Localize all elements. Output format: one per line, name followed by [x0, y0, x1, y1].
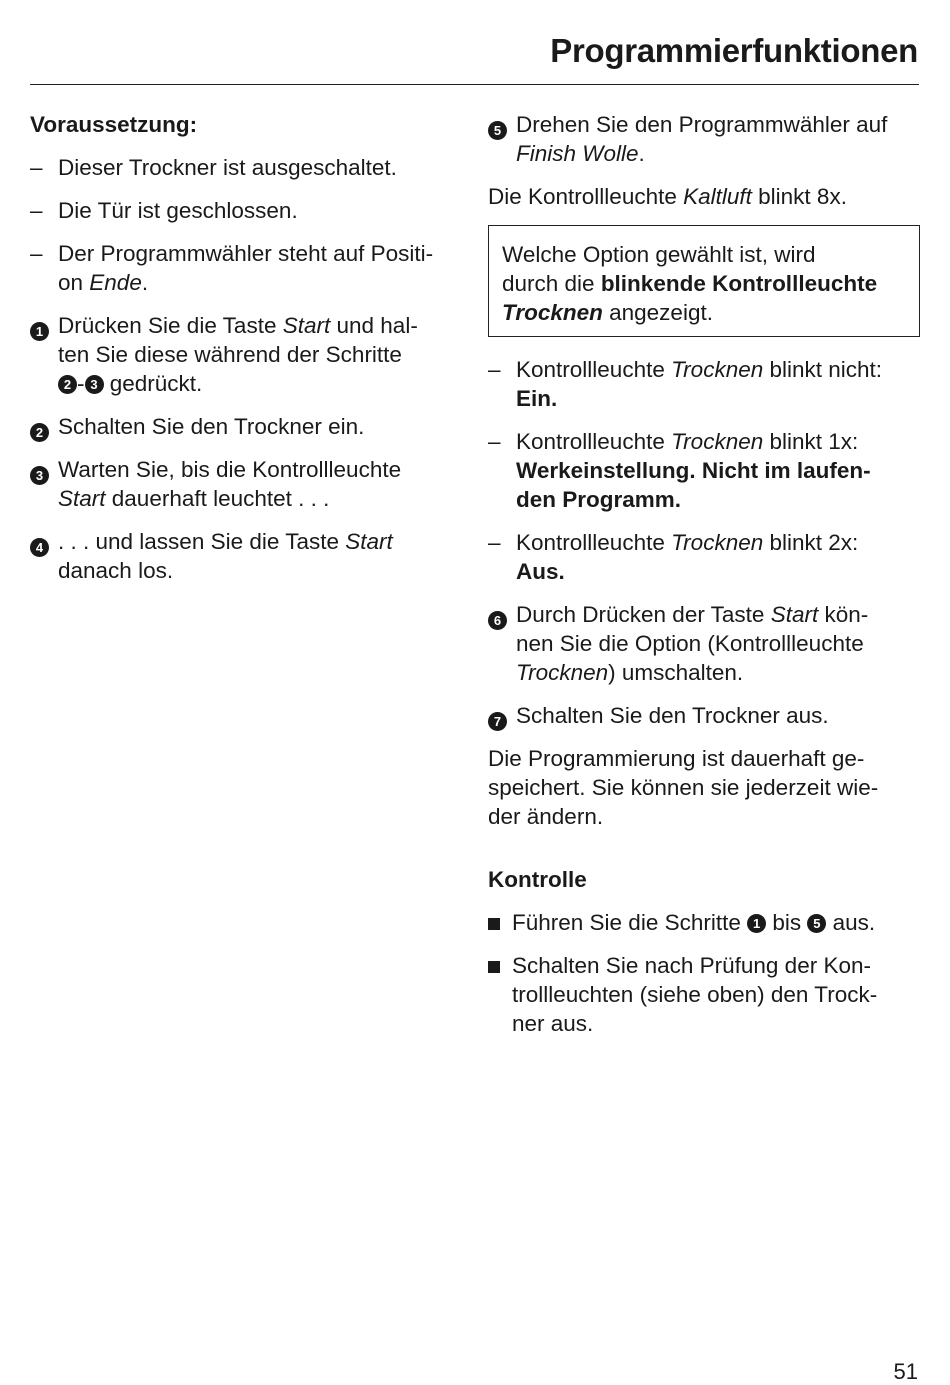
step-text: dauerhaft leuchtet . . .: [105, 486, 330, 511]
checklist-text: bis: [766, 910, 808, 935]
list-item: [30, 196, 462, 225]
step-number-icon: 7: [488, 712, 507, 731]
step-6: [488, 600, 920, 687]
step-number-icon: 3: [30, 466, 49, 485]
step-number-icon: 5: [488, 121, 507, 140]
italic-term: Start: [770, 602, 819, 627]
step-number-icon: 6: [488, 611, 507, 630]
checklist-item: [488, 951, 920, 1038]
italic-term: Trocknen: [671, 357, 764, 382]
step-text: .: [638, 141, 645, 166]
item-text: Der Programmwähler steht auf Positi-: [58, 241, 434, 266]
step-number-icon: 3: [85, 375, 104, 394]
step-text: kön-: [818, 602, 869, 627]
italic-term: Finish Wolle: [516, 141, 639, 166]
checklist-text: aus.: [826, 910, 876, 935]
option-text: blinkt 2x:: [763, 530, 859, 555]
italic-term: Kaltluft: [683, 184, 752, 209]
checklist-text: trollleuchten (siehe oben) den Trock-: [512, 982, 878, 1007]
checklist-text: Führen Sie die Schritte: [512, 910, 748, 935]
item-text: Die Tür ist geschlossen.: [58, 198, 298, 223]
step-text: Schalten Sie den Trockner ein.: [58, 414, 365, 439]
step-text: danach los.: [58, 558, 174, 583]
item-text: on: [58, 270, 90, 295]
step-number-icon: 4: [30, 538, 49, 557]
item-text: .: [141, 270, 149, 295]
step-text: Drehen Sie den Programmwähler auf: [516, 112, 888, 137]
option-text: Kontrollleuchte: [516, 429, 672, 454]
paragraph-kaltluft: [488, 182, 920, 211]
para-text: der ändern.: [488, 804, 604, 829]
list-item: [30, 239, 462, 297]
step-4: [30, 527, 462, 585]
step-text: ten Sie diese während der Schritte: [58, 342, 402, 367]
step-range-separator: -: [77, 371, 85, 396]
para-text: Die Programmierung ist dauerhaft ge-: [488, 746, 865, 771]
option-item: [488, 528, 920, 586]
step-7: [488, 701, 920, 730]
option-text: blinkt 1x:: [763, 429, 859, 454]
item-text: Dieser Trockner ist ausgeschaltet.: [58, 155, 397, 180]
option-value: den Programm.: [516, 487, 682, 512]
step-text: . . . und lassen Sie die Taste: [58, 529, 346, 554]
step-text: und hal-: [330, 313, 418, 338]
step-number-icon: 5: [807, 914, 826, 933]
square-bullet-icon: [488, 918, 500, 930]
square-bullet-icon: [488, 961, 500, 973]
italic-term: Ende: [89, 270, 142, 295]
step-text: Durch Drücken der Taste: [516, 602, 771, 627]
option-item: [488, 427, 920, 514]
step-text: gedrückt.: [103, 371, 203, 396]
dash-bullet: –: [30, 198, 43, 223]
para-text: Die Kontrollleuchte: [488, 184, 684, 209]
note-text: Welche Option gewählt ist, wird: [502, 242, 816, 267]
step-number-icon: 2: [30, 423, 49, 442]
title-rule: [30, 84, 919, 85]
section-heading-voraussetzung: Voraussetzung:: [30, 112, 198, 137]
para-text: blinkt 8x.: [751, 184, 847, 209]
section-heading-kontrolle: Kontrolle: [488, 867, 587, 892]
checklist-item: [488, 908, 920, 937]
step-2: [30, 412, 462, 441]
step-text: ) umschalten.: [608, 660, 744, 685]
italic-term: Trocknen: [671, 530, 764, 555]
note-text: durch die: [502, 271, 601, 296]
paragraph-programmierung: [488, 744, 920, 831]
step-text: Schalten Sie den Trockner aus.: [516, 703, 829, 728]
list-item: [30, 153, 462, 182]
bold-italic-term: Trocknen: [502, 300, 603, 325]
page-number: 51: [893, 1359, 918, 1384]
step-3: [30, 455, 462, 513]
option-value: Aus.: [516, 559, 565, 584]
bold-term: blinkende Kontrollleuchte: [600, 271, 878, 296]
option-value: Werkeinstellung. Nicht im laufen-: [516, 458, 871, 483]
step-5: [488, 110, 920, 168]
step-text: Warten Sie, bis die Kontrollleuchte: [58, 457, 402, 482]
step-1: [30, 311, 462, 398]
option-text: blinkt nicht:: [763, 357, 883, 382]
step-text: nen Sie die Option (Kontrollleuchte: [516, 631, 864, 656]
right-column: [488, 110, 920, 1052]
italic-term: Trocknen: [671, 429, 764, 454]
option-text: Kontrollleuchte: [516, 357, 672, 382]
option-text: Kontrollleuchte: [516, 530, 672, 555]
checklist-text: Schalten Sie nach Prüfung der Kon-: [512, 953, 871, 978]
dash-bullet: –: [30, 155, 43, 180]
step-number-icon: 2: [58, 375, 77, 394]
option-value: Ein.: [516, 386, 558, 411]
note-box: [488, 225, 920, 337]
left-column: [30, 110, 462, 599]
italic-term: Trocknen: [516, 660, 609, 685]
step-text: Drücken Sie die Taste: [58, 313, 283, 338]
step-number-icon: 1: [30, 322, 49, 341]
italic-term: Start: [282, 313, 331, 338]
dash-bullet: –: [488, 530, 501, 555]
italic-term: Start: [58, 486, 106, 511]
dash-bullet: –: [488, 357, 501, 382]
option-item: [488, 355, 920, 413]
italic-term: Start: [345, 529, 393, 554]
dash-bullet: –: [30, 241, 43, 266]
page-title: Programmierfunktionen: [550, 32, 918, 69]
note-text: angezeigt.: [602, 300, 713, 325]
checklist-text: ner aus.: [512, 1011, 594, 1036]
step-number-icon: 1: [747, 914, 766, 933]
dash-bullet: –: [488, 429, 501, 454]
para-text: speichert. Sie können sie jederzeit wie-: [488, 775, 879, 800]
